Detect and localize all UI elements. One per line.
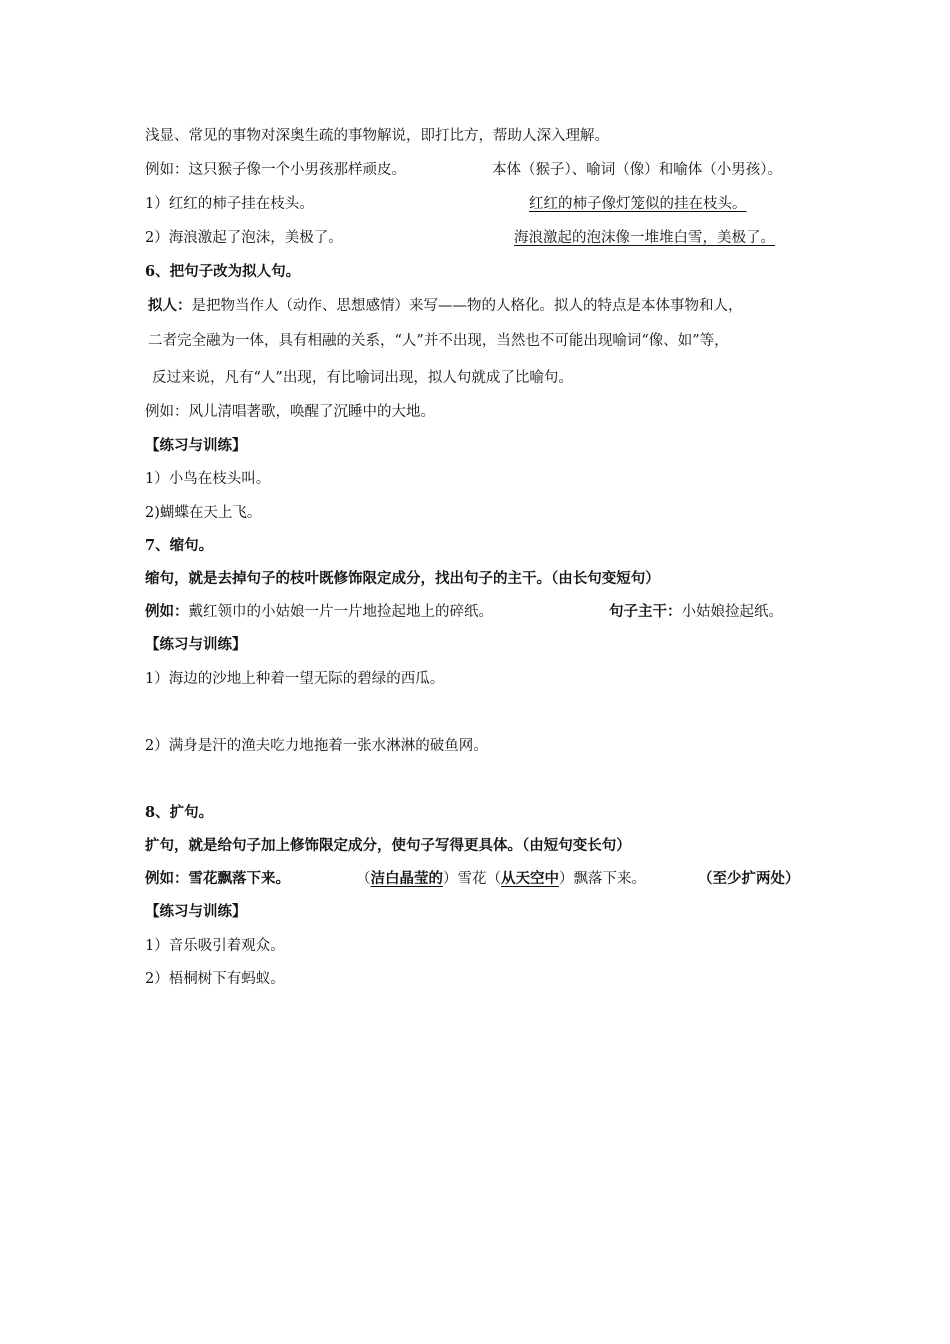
personification-practice-title: 【练习与训练】 (145, 437, 247, 454)
personification-heading: 6、把句子改为拟人句。 (145, 263, 301, 280)
shrink-question-1: 1）海边的沙地上种着一望无际的碧绿的西瓜。 (145, 671, 445, 687)
personification-def-2: 二者完全融为一体，具有相融的关系，“人”并不出现，当然也不可能出现喻词“像、如”等， (148, 333, 729, 349)
expand-question-2: 2）梧桐树下有蚂蚁。 (145, 971, 285, 987)
expand-answer-part-3: ）飘落下来。 (559, 871, 646, 887)
simile-example: 例如：这只猴子像一个小男孩那样顽皮。 (145, 162, 406, 178)
intro-line (0, 124, 950, 148)
expand-practice-title: 【练习与训练】 (145, 903, 247, 920)
section-8-heading (0, 801, 950, 825)
expand-item-1 (0, 934, 950, 958)
expand-example: 例如：雪花飘落下来。 (145, 870, 290, 887)
simile-example-note: 本体（猴子）、喻词（像）和喻体（小男孩）。 (492, 162, 782, 178)
simile-item-2 (0, 226, 950, 250)
simile-answer-1: 红红的柿子像灯笼似的挂在枝头。 (529, 196, 747, 212)
simile-question-1: 1）红红的柿子挂在枝头。 (145, 196, 314, 212)
expand-answer-part-1: （ (356, 871, 371, 887)
intro-text: 浅显、常见的事物对深奥生疏的事物解说，即打比方，帮助人深入理解。 (145, 128, 609, 144)
shrink-item-2 (0, 734, 950, 758)
shrink-example-line (0, 600, 950, 624)
personification-def-label: 拟人： (148, 297, 192, 314)
section-7-heading (0, 534, 950, 558)
shrink-trunk-label: 句子主干： (609, 603, 682, 620)
shrink-example: 戴红领巾的小姑娘一片一片地捡起地上的碎纸。 (188, 604, 493, 620)
expand-def-line (0, 834, 950, 858)
personification-def-line-3 (0, 366, 950, 390)
shrink-example-label: 例如： (145, 603, 189, 620)
shrink-question-2: 2）满身是汗的渔夫吃力地拖着一张水淋淋的破鱼网。 (145, 738, 488, 754)
expand-def: 扩句，就是给句子加上修饰限定成分，使句子写得更具体。（由短句变长句） (145, 837, 631, 854)
simile-example-line (0, 158, 950, 182)
simile-answer-2: 海浪激起的泡沫像一堆堆白雪，美极了。 (514, 230, 775, 246)
expand-answer-modifier-1: 洁白晶莹的 (370, 870, 443, 887)
personification-def-line-2 (0, 329, 950, 353)
section-6-heading (0, 260, 950, 284)
personification-question-2: 2)蝴蝶在天上飞。 (145, 505, 262, 521)
personification-item-2 (0, 501, 950, 525)
shrink-practice-line (0, 633, 950, 657)
personification-def-line-1 (0, 294, 950, 318)
personification-example-line (0, 400, 950, 424)
shrink-trunk: 小姑娘捡起纸。 (681, 604, 783, 620)
shrink-def: 缩句，就是去掉句子的枝叶既修饰限定成分，找出句子的主干。（由长句变短句） (145, 570, 660, 587)
personification-def-1: 是把物当作人（动作、思想感情）来写——物的人格化。拟人的特点是本体事物和人， (191, 298, 743, 314)
simile-question-2: 2）海浪激起了泡沫，美极了。 (145, 230, 343, 246)
expand-question-1: 1）音乐吸引着观众。 (145, 938, 285, 954)
personification-def-3: 反过来说，凡有“人”出现，有比喻词出现，拟人句就成了比喻句。 (152, 370, 573, 386)
personification-item-1 (0, 467, 950, 491)
shrink-practice-title: 【练习与训练】 (145, 636, 247, 653)
expand-practice-line (0, 900, 950, 924)
personification-question-1: 1）小鸟在枝头叫。 (145, 471, 271, 487)
personification-practice-line (0, 434, 950, 458)
shrink-heading: 7、缩句。 (145, 537, 214, 554)
expand-note: （至少扩两处） (698, 870, 800, 887)
expand-heading: 8、扩句。 (145, 804, 214, 821)
shrink-item-1 (0, 667, 950, 691)
expand-answer-modifier-2: 从天空中 (501, 870, 559, 887)
expand-item-2 (0, 967, 950, 991)
personification-example: 例如：风儿清唱著歌，唤醒了沉睡中的大地。 (145, 404, 435, 420)
simile-item-1 (0, 192, 950, 216)
expand-answer (356, 867, 646, 891)
shrink-def-line (0, 567, 950, 591)
expand-answer-part-2: ）雪花（ (443, 871, 501, 887)
expand-example-line (0, 867, 950, 891)
